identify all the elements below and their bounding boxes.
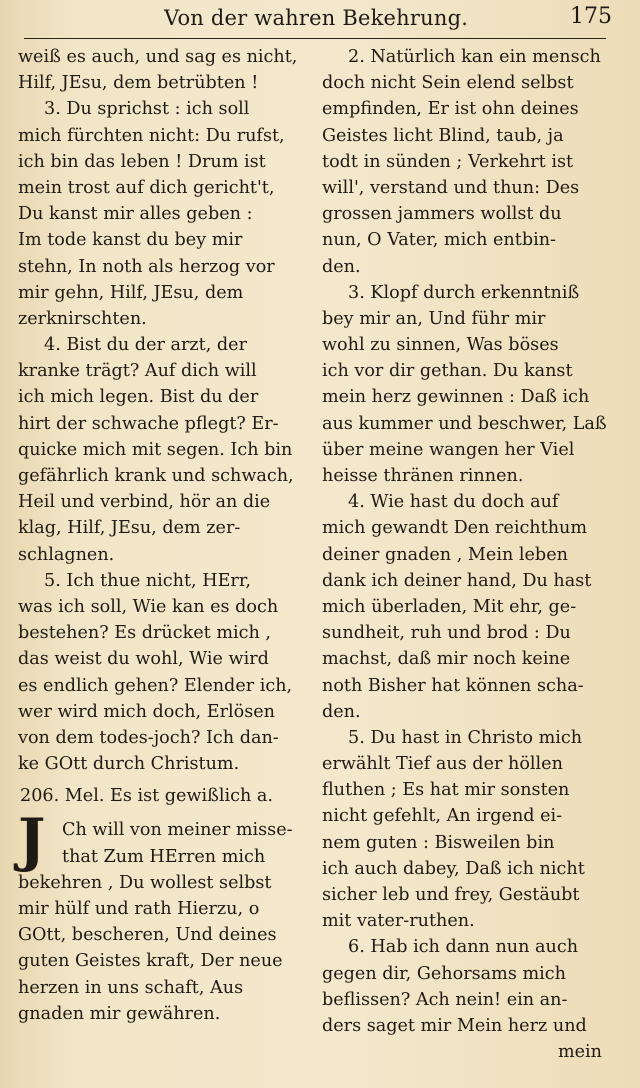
text-line: noth Bisher hat können scha- <box>322 675 584 696</box>
text-line: 2. Natürlich kan ein mensch <box>348 47 601 67</box>
text-line: herzen in uns schaft, Aus <box>18 977 244 998</box>
text-line: wer wird mich doch, Erlösen <box>18 701 275 722</box>
text-line: mein herz gewinnen : Daß ich <box>322 387 590 408</box>
text-line: schlagnen. <box>18 544 115 565</box>
text-line: bestehen? Es drücket mich , <box>18 623 272 644</box>
text-line: weiß es auch, und sag es nicht, <box>18 47 298 67</box>
text-line: den. <box>322 256 361 277</box>
text-line: ders saget mir Mein herz und <box>322 1015 587 1036</box>
text-line: über meine wangen her Viel <box>322 439 575 460</box>
text-line: klag, Hilf, JEsu, dem zer- <box>18 518 241 539</box>
text-line: fluthen ; Es hat mir sonsten <box>322 780 570 801</box>
text-line: Heil und verbind, hör an die <box>18 492 271 513</box>
text-line: Du kanst mir alles geben : <box>18 204 253 225</box>
text-line: todt in sünden ; Verkehrt ist <box>322 151 574 172</box>
text-line: 3. Du sprichst : ich soll <box>44 99 250 120</box>
text-line: ich bin das leben ! Drum ist <box>18 151 266 172</box>
text-line: 4. Wie hast du doch auf <box>348 492 559 513</box>
text-line: mit vater-ruthen. <box>322 911 475 932</box>
right-column-text <box>322 44 608 1039</box>
text-line: Hilf, JEsu, dem betrübten ! <box>18 73 259 94</box>
text-line: 4. Bist du der arzt, der <box>44 335 247 356</box>
text-line: dank ich deiner hand, Du hast <box>322 570 592 591</box>
text-line: stehn, In noth als herzog vor <box>18 256 275 277</box>
text-line: nun, O Vater, mich entbin- <box>322 230 556 251</box>
text-line: aus kummer und beschwer, Laß <box>322 413 607 434</box>
text-line: guten Geistes kraft, Der neue <box>18 951 283 972</box>
text-line: nicht gefehlt, An irgend ei- <box>322 806 563 827</box>
text-line: mich gewandt Den reichthum <box>322 518 588 539</box>
text-line: hirt der schwache pflegt? Er- <box>18 413 279 434</box>
text-line: deiner gnaden , Mein leben <box>322 544 568 565</box>
text-line: bekehren , Du wollest selbst <box>18 872 272 893</box>
text-line: was ich soll, Wie kan es doch <box>18 596 279 617</box>
header-rule <box>24 38 606 39</box>
text-line: ke GOtt durch Christum. <box>18 754 240 775</box>
text-line: Geistes licht Blind, taub, ja <box>322 125 564 146</box>
text-line: es endlich gehen? Elender ich, <box>18 675 293 696</box>
drop-cap: J <box>18 806 46 875</box>
running-title: Von der wahren Bekehrung. <box>164 6 469 30</box>
hymn-text <box>18 817 308 1027</box>
text-line: sicher leb und frey, Gestäubt <box>322 885 580 905</box>
text-line: von dem todes-joch? Ich dan- <box>18 727 279 748</box>
page-number: 175 <box>570 4 612 29</box>
text-line: machst, daß mir noch keine <box>322 649 571 670</box>
text-line: wohl zu sinnen, Was böses <box>322 335 559 356</box>
text-line: zerknirschten. <box>18 308 147 329</box>
left-column <box>18 44 308 1027</box>
hymn-opening <box>18 806 308 1027</box>
text-line: grossen jammers wollst du <box>322 204 562 225</box>
text-line: bey mir an, Und führ mir <box>322 308 546 329</box>
text-line: ich vor dir gethan. Du kanst <box>322 361 573 382</box>
text-line: 3. Klopf durch erkenntniß <box>348 282 580 303</box>
text-line: empfinden, Er ist ohn deines <box>322 99 579 120</box>
text-line: ich mich legen. Bist du der <box>18 387 259 408</box>
text-line: nem guten : Bisweilen bin <box>322 832 555 853</box>
right-column <box>322 44 608 1065</box>
text-line: that Zum HErren mich <box>62 846 266 867</box>
text-line: mir gehn, Hilf, JEsu, dem <box>18 282 244 303</box>
page-header <box>14 2 626 36</box>
text-line: quicke mich mit segen. Ich bin <box>18 439 293 460</box>
text-line: gefährlich krank und schwach, <box>18 466 294 486</box>
text-line: ich auch dabey, Daß ich nicht <box>322 858 585 879</box>
text-line: GOtt, bescheren, Und deines <box>18 925 277 946</box>
text-line: sundheit, ruh und brod : Du <box>322 623 571 644</box>
text-line: erwählt Tief aus der höllen <box>322 754 563 775</box>
left-column-text <box>18 44 308 777</box>
text-line: mich fürchten nicht: Du rufst, <box>18 125 285 146</box>
text-line: gegen dir, Gehorsams mich <box>322 963 566 984</box>
text-line: doch nicht Sein elend selbst <box>322 73 574 94</box>
text-line: gnaden mir gewähren. <box>18 1003 221 1024</box>
text-line: heisse thränen rinnen. <box>322 466 524 486</box>
text-line: 5. Ich thue nicht, HErr, <box>44 570 251 591</box>
text-line: mein trost auf dich gericht't, <box>18 177 275 198</box>
text-line: will', verstand und thun: Des <box>322 177 580 198</box>
hymn-heading: 206. Mel. Es ist gewißlich a. <box>20 786 274 807</box>
text-line: 5. Du hast in Christo mich <box>348 727 583 748</box>
text-line: kranke trägt? Auf dich will <box>18 361 257 382</box>
text-line: Ch will von meiner misse- <box>62 820 293 841</box>
text-line: mich überladen, Mit ehr, ge- <box>322 596 577 617</box>
catchword: mein <box>557 1042 602 1063</box>
text-line: 6. Hab ich dann nun auch <box>348 937 579 958</box>
text-line: das weist du wohl, Wie wird <box>18 649 269 670</box>
text-line: mir hülf und rath Hierzu, o <box>18 899 260 919</box>
text-line: Im tode kanst du bey mir <box>18 230 243 251</box>
text-line: beflissen? Ach nein! ein an- <box>322 989 568 1010</box>
text-line: den. <box>322 701 361 722</box>
